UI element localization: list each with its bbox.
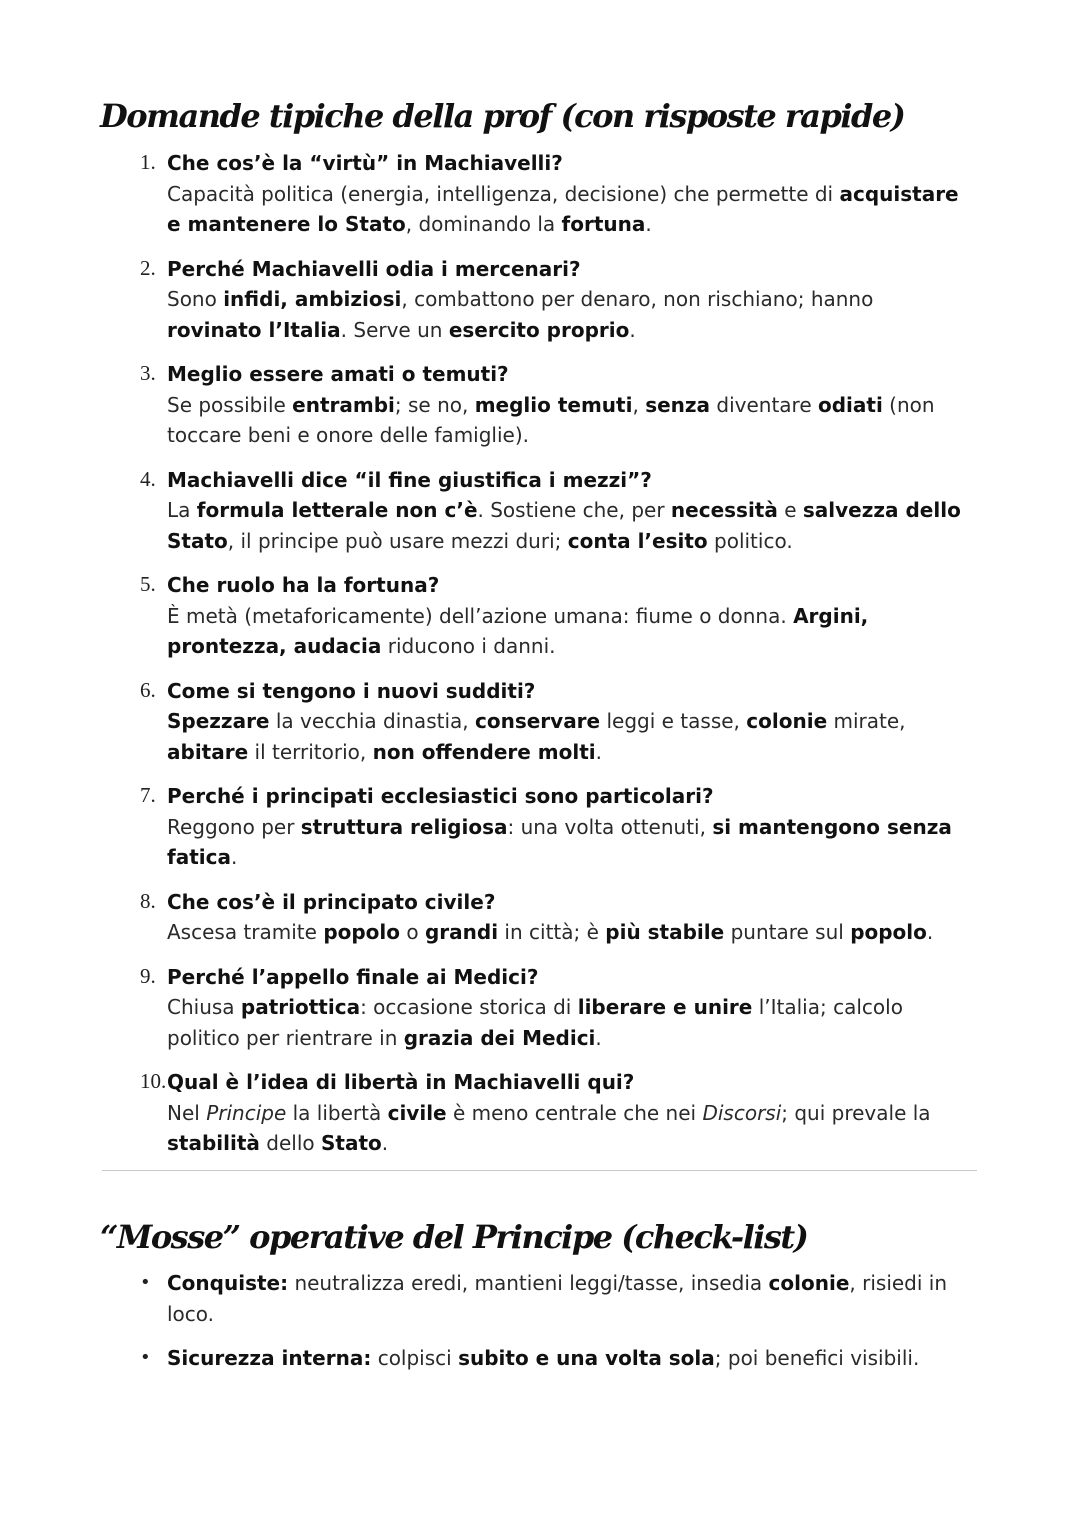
checklist [0, 1268, 1080, 1388]
bold-text: necessità [670, 498, 778, 522]
bold-text: meglio temuti [474, 392, 633, 417]
text-run: leggi e tasse, [600, 709, 747, 733]
text-run: e [777, 498, 803, 522]
bold-text: popolo [850, 920, 927, 944]
bullet-icon: • [140, 1347, 151, 1368]
bold-text: salvezza dello Stato [167, 498, 961, 553]
bold-text: conta l’esito [567, 528, 708, 553]
bold-text: non offendere molti [372, 739, 596, 764]
question-number: 3. [140, 361, 156, 385]
text-run: . Sostiene che, per [477, 498, 671, 522]
text-run: , dominando la [405, 212, 562, 236]
question-number: 2. [140, 255, 156, 280]
question-text: Perché Machiavelli odia i mercenari? [167, 256, 581, 281]
text-run: La [167, 498, 197, 522]
text-run: (non toccare beni e onore delle famiglie). [167, 392, 935, 447]
bold-text: infidi, ambiziosi [223, 287, 402, 311]
italic-text: Principe [206, 1100, 287, 1125]
text-run: politico. [707, 528, 793, 553]
bold-text: formula letterale non c’è [196, 498, 478, 522]
section-title-domande: Domande tipiche della prof (con risposte rapide) [100, 97, 905, 135]
text-run: ; qui prevale la [781, 1100, 931, 1125]
text-run: È metà (metaforicamente) dell’azione umana: fiume o donna. [167, 603, 794, 628]
text-run: Nel [167, 1100, 207, 1125]
checklist-item [0, 1268, 1080, 1329]
answer-text [167, 284, 967, 345]
text-run: riducono i danni. [381, 634, 556, 658]
text-run: il territorio, [248, 739, 373, 764]
text-run: . [595, 1025, 602, 1050]
bold-text: grandi [424, 920, 499, 944]
text-run: o [400, 920, 425, 944]
bold-text: si mantengono senza fatica [167, 814, 952, 869]
bold-text: fortuna [561, 212, 646, 236]
text-run: Sono [167, 287, 224, 311]
text-run: . [645, 212, 652, 236]
bold-text: conservare [474, 709, 601, 733]
questions-list [0, 148, 1080, 1173]
bold-text: Stato [320, 1131, 382, 1155]
question-item [0, 359, 1080, 451]
answer-text [167, 1098, 967, 1159]
question-item [0, 887, 1080, 948]
text-run: colpisci [371, 1346, 459, 1370]
question-number: 10. [140, 1069, 167, 1093]
bold-text: patriottica [240, 995, 361, 1019]
text-run: neutralizza eredi, mantieni leggi/tasse, insedia [288, 1271, 769, 1295]
answer-text [167, 917, 967, 948]
bold-text: struttura religiosa [300, 814, 508, 839]
text-run: in città; è [498, 920, 606, 944]
bold-text: civile [387, 1100, 447, 1125]
section-title-mosse: “Mosse” operative del Principe (check-list) [100, 1218, 808, 1256]
answer-text [167, 706, 967, 767]
question-number: 8. [140, 888, 156, 913]
text-run: ; poi benefici visibili. [714, 1346, 920, 1370]
text-run: Capacità politica (energia, intelligenza, decisione) che permette di [167, 181, 840, 206]
checklist-text [167, 1268, 967, 1329]
bold-text: acquistare e mantenere lo Stato [167, 181, 959, 236]
text-run: . [926, 920, 934, 944]
bold-text: Argini, prontezza, audacia [167, 603, 869, 658]
question-text: Meglio essere amati o temuti? [167, 362, 509, 386]
text-run: Se possibile [167, 392, 293, 417]
question-number: 9. [140, 963, 156, 988]
question-text: Come si tengono i nuovi sudditi? [167, 678, 536, 703]
text-run: Chiusa [167, 995, 241, 1019]
bold-text: abitare [167, 739, 249, 764]
text-run: Ascesa tramite [167, 920, 324, 944]
bold-text: odiati [818, 392, 883, 417]
bold-text: Sicurezza interna: [167, 1346, 372, 1370]
bold-text: colonie [746, 709, 828, 733]
text-run: : occasione storica di [360, 995, 578, 1019]
question-text: Che cos’è il principato civile? [167, 889, 496, 914]
bold-text: più stabile [605, 920, 725, 944]
bold-text: Spezzare [167, 709, 270, 733]
bold-text: liberare e unire [577, 995, 753, 1019]
text-run: la vecchia dinastia, [269, 709, 475, 733]
question-number: 1. [140, 150, 156, 174]
text-run: , combattono per denaro, non rischiano; hanno [401, 287, 874, 311]
bold-text: colonie [768, 1271, 850, 1295]
text-run: . [381, 1131, 389, 1155]
text-run: puntare sul [724, 920, 851, 944]
question-text: Che ruolo ha la fortuna? [167, 573, 440, 597]
question-item [0, 570, 1080, 662]
question-text: Perché i principati ecclesiastici sono particolari? [167, 784, 714, 808]
bold-text: senza [645, 392, 711, 417]
question-text: Che cos’è la “virtù” in Machiavelli? [167, 151, 563, 175]
question-text: Machiavelli dice “il fine giustifica i mezzi”? [167, 467, 652, 492]
question-number: 6. [140, 677, 156, 702]
text-run: . [230, 845, 238, 869]
text-run: , il principe può usare mezzi duri; [227, 528, 568, 553]
question-number: 5. [140, 572, 156, 596]
question-item [0, 962, 1080, 1054]
italic-text: Discorsi [702, 1100, 782, 1125]
text-run: , [632, 392, 646, 417]
bold-text: esercito proprio [448, 317, 630, 342]
text-run: ; se no, [394, 392, 475, 417]
bold-text: Conquiste: [167, 1271, 289, 1295]
text-run: . [595, 739, 602, 764]
question-item [0, 465, 1080, 557]
bold-text: rovinato l’Italia [167, 317, 341, 342]
question-item [0, 781, 1080, 873]
question-text: Perché l’appello finale ai Medici? [167, 964, 539, 989]
checklist-text [167, 1343, 967, 1374]
question-text: Qual è l’idea di libertà in Machiavelli qui? [167, 1070, 635, 1094]
text-run: l’Italia; calcolo politico per rientrare in [167, 995, 903, 1050]
bold-text: stabilità [167, 1131, 260, 1155]
bold-text: popolo [323, 920, 401, 944]
text-run: , risiedi in loco. [167, 1271, 948, 1326]
answer-text [167, 992, 967, 1053]
question-item [0, 1067, 1080, 1159]
bold-text: entrambi [292, 392, 395, 417]
question-number: 7. [140, 783, 156, 807]
bold-text: grazia dei Medici [403, 1025, 596, 1050]
answer-text [167, 812, 967, 873]
text-run: Reggono per [167, 814, 301, 839]
text-run: diventare [710, 392, 818, 417]
text-run: . Serve un [340, 317, 449, 342]
answer-text [167, 601, 967, 662]
bullet-icon: • [140, 1272, 151, 1293]
question-item [0, 254, 1080, 346]
text-run: la libertà [286, 1100, 388, 1125]
text-run: : una volta ottenuti, [507, 814, 713, 839]
answer-text [167, 390, 967, 451]
text-run: . [629, 317, 636, 342]
answer-text [167, 495, 967, 556]
question-number: 4. [140, 466, 156, 491]
question-item [0, 676, 1080, 768]
question-item [0, 148, 1080, 240]
section-divider [102, 1170, 977, 1171]
bold-text: subito e una volta sola [458, 1346, 715, 1370]
text-run: dello [259, 1131, 321, 1155]
checklist-item [0, 1343, 1080, 1374]
answer-text [167, 179, 967, 240]
text-run: è meno centrale che nei [446, 1100, 703, 1125]
text-run: mirate, [827, 709, 906, 733]
